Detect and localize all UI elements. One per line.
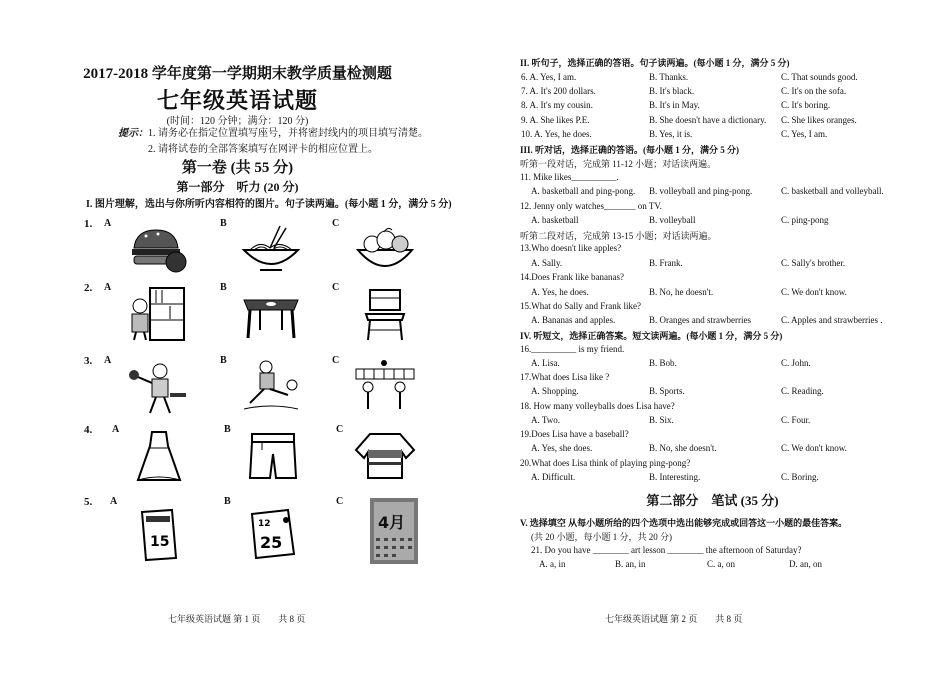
bookshelf-boy-icon [126,286,188,342]
calendar-c-month: 4月 [378,513,406,532]
q15-option-a: A. Bananas and apples. [531,315,616,325]
hamburger-icon [126,222,188,278]
exam-title-subject: 七年级英语试题 [156,88,318,113]
question-number: 3. [84,355,93,367]
option-c-label: C [332,218,340,229]
question-12-options [475,215,950,229]
q11-option-c: C. basketball and volleyball. [781,186,884,196]
tips-label: 提示： [118,128,148,139]
section-2-heading: II. 听句子，选择正确的答语。句子读两遍。(每小题 1 分，满分 5 分) [520,58,790,68]
shorts-icon [242,428,304,484]
q6-option-c: C. That sounds good. [781,72,858,82]
question-18-options [475,415,950,429]
question-13-options [475,258,950,272]
q7-option-c: C. It's on the sofa. [781,86,847,96]
option-b-label: B [220,218,227,229]
section-4-heading: IV. 听短文，选择正确答案。短文读两遍。(每小题 1 分，满分 5 分) [520,331,783,341]
q15-option-c: C. Apples and strawberries . [781,315,883,325]
question-18: 18. How many volleyballs does Lisa have? [520,401,675,411]
calendar-b-date: 25 [260,533,283,552]
question-row-4 [84,424,444,494]
calendar-april-icon [370,498,418,564]
option-c-label: C [332,282,340,293]
q11-option-b: B. volleyball and ping-pong. [649,186,753,196]
question-21: 21. Do you have ________ art lesson ________ the afternoon of Saturday? [531,545,802,555]
exam-title-year: 2017-2018 学年度第一学期期末教学质量检测题 [83,66,392,82]
sweater-icon [354,428,416,484]
calendar-15-icon [128,506,190,562]
question-14: 14.Does Frank like bananas? [520,272,624,282]
question-20: 20.What does Lisa think of playing ping-pong? [520,458,691,468]
question-20-options [475,472,950,486]
question-number: 5. [84,496,93,508]
question-number: 1. [84,218,93,230]
volume-heading: 第一卷 (共 55 分) [181,160,294,176]
q16-option-c: C. John. [781,358,811,368]
dialogue-2-instructions: 听第二段对话，完成第 13-15 小题；对话读两遍。 [520,231,717,241]
q12-option-c: C. ping-pong [781,215,829,225]
table-icon [240,286,302,342]
q20-option-c: C. Boring. [781,472,819,482]
question-9 [475,115,950,129]
question-11-options [475,186,950,200]
option-b-label: B [224,424,231,435]
tip-1: 1. 请务必在指定位置填写座号，并将密封线内的项目填写清楚。 [148,128,428,139]
question-19: 19.Does Lisa have a baseball? [520,429,629,439]
dialogue-1-instructions: 听第一段对话，完成第 11-12 小题；对话读两遍。 [520,159,717,169]
question-row-2 [84,282,444,352]
calendar-b-month: 12 [258,519,271,529]
question-11: 11. Mike likes__________. [520,172,619,182]
q17-option-b: B. Sports. [649,386,685,396]
option-b-label: B [224,496,231,507]
option-b-label: B [220,282,227,293]
q10-option-a: 10. A. Yes, he does. [521,129,592,139]
part-heading: 第一部分 听力 (20 分) [176,180,299,194]
q8-option-c: C. It's boring. [781,100,831,110]
q7-option-a: 7. A. It's 200 dollars. [521,86,596,96]
question-15: 15.What do Sally and Frank like? [520,301,641,311]
q13-option-c: C. Sally's brother. [781,258,846,268]
option-c-label: C [336,424,344,435]
tip-2: 2. 请将试卷的全部答案填写在网评卡的相应位置上。 [148,144,378,155]
question-13: 13.Who doesn't like apples? [520,243,622,253]
fruit-bowl-icon [354,222,416,278]
section-5-subheading: (共 20 小题，每小题 1 分，共 20 分) [531,532,672,542]
q19-option-b: B. No, she doesn't. [649,443,717,453]
question-8 [475,100,950,114]
q12-option-b: B. volleyball [649,215,696,225]
option-a-label: A [104,218,112,229]
q7-option-b: B. It's black. [649,86,695,96]
option-b-label: B [220,355,227,366]
q13-option-a: A. Sally. [531,258,563,268]
q6-option-a: 6. A. Yes, I am. [521,72,577,82]
q21-option-a: A. a, in [539,559,566,569]
exam-time-score: (时间：120 分钟；满分：120 分) [166,116,309,127]
q13-option-b: B. Frank. [649,258,683,268]
section-5-heading: V. 选择填空 从每小题所给的四个选项中选出能够完成或回答这一小题的最佳答案。 [520,518,848,528]
chair-icon [354,286,416,342]
question-number: 4. [84,424,93,436]
question-17: 17.What does Lisa like ? [520,372,610,382]
option-a-label: A [112,424,120,435]
option-a-label: A [104,282,112,293]
q17-option-c: C. Reading. [781,386,824,396]
page-2-footer: 七年级英语试题 第 2 页 共 8 页 [605,614,743,624]
question-number: 2. [84,282,93,294]
question-14-options [475,287,950,301]
part-2-heading: 第二部分 笔试 (35 分) [646,493,779,508]
q9-option-a: 9. A. She likes P.E. [521,115,590,125]
q8-option-b: B. It's in May. [649,100,700,110]
q6-option-b: B. Thanks. [649,72,689,82]
q18-option-b: B. Six. [649,415,674,425]
q17-option-a: A. Shopping. [531,386,579,396]
q21-option-c: C. a, on [707,559,735,569]
question-10 [475,129,950,143]
q18-option-c: C. Four. [781,415,811,425]
question-row-3 [84,355,444,425]
q16-option-b: B. Bob. [649,358,677,368]
q14-option-a: A. Yes, he does. [531,287,589,297]
q18-option-a: A. Two. [531,415,560,425]
dress-icon [128,428,190,484]
option-c-label: C [336,496,344,507]
question-19-options [475,443,950,457]
exam-tips [118,126,428,158]
q10-option-b: B. Yes, it is. [649,129,693,139]
calendar-a-date: 15 [150,534,170,550]
q21-option-d: D. an, on [789,559,822,569]
exam-page-2 [475,0,950,678]
q14-option-c: C. We don't know. [781,287,847,297]
question-16: 16.__________ is my friend. [520,344,625,354]
question-17-options [475,386,950,400]
ping-pong-icon [126,359,188,415]
q20-option-b: B. Interesting. [649,472,701,482]
q19-option-c: C. We don't know. [781,443,847,453]
q19-option-a: A. Yes, she does. [531,443,593,453]
page-1-footer: 七年级英语试题 第 1 页 共 8 页 [168,614,306,624]
question-16-options [475,358,950,372]
section-3-heading: III. 听对话，选择正确的答语。(每小题 1 分，满分 5 分) [520,145,740,155]
volleyball-icon [354,359,416,415]
question-row-5 [84,496,444,566]
calendar-25-icon [242,506,304,562]
q9-option-b: B. She doesn't have a dictionary. [649,115,767,125]
soccer-player-icon [240,359,302,415]
noodles-icon [240,222,302,278]
q9-option-c: C. She likes oranges. [781,115,857,125]
q20-option-a: A. Difficult. [531,472,576,482]
option-a-label: A [110,496,118,507]
question-7 [475,86,950,100]
option-a-label: A [104,355,112,366]
section-1-instructions: I. 图片理解，选出与你所听内容相符的图片。句子读两遍。(每小题 1 分，满分 5 分) [86,199,452,210]
q16-option-a: A. Lisa. [531,358,560,368]
question-15-options [475,315,950,329]
question-row-1 [84,218,444,288]
q12-option-a: A. basketball [531,215,579,225]
q8-option-a: 8. A. It's my cousin. [521,100,593,110]
q11-option-a: A. basketball and ping-pong. [531,186,636,196]
q10-option-c: C. Yes, I am. [781,129,828,139]
question-12: 12. Jenny only watches_______ on TV. [520,201,662,211]
question-6 [475,72,950,86]
q15-option-b: B. Oranges and strawberries [649,315,751,325]
q21-option-b: B. an, in [615,559,646,569]
q14-option-b: B. No, he doesn't. [649,287,714,297]
option-c-label: C [332,355,340,366]
